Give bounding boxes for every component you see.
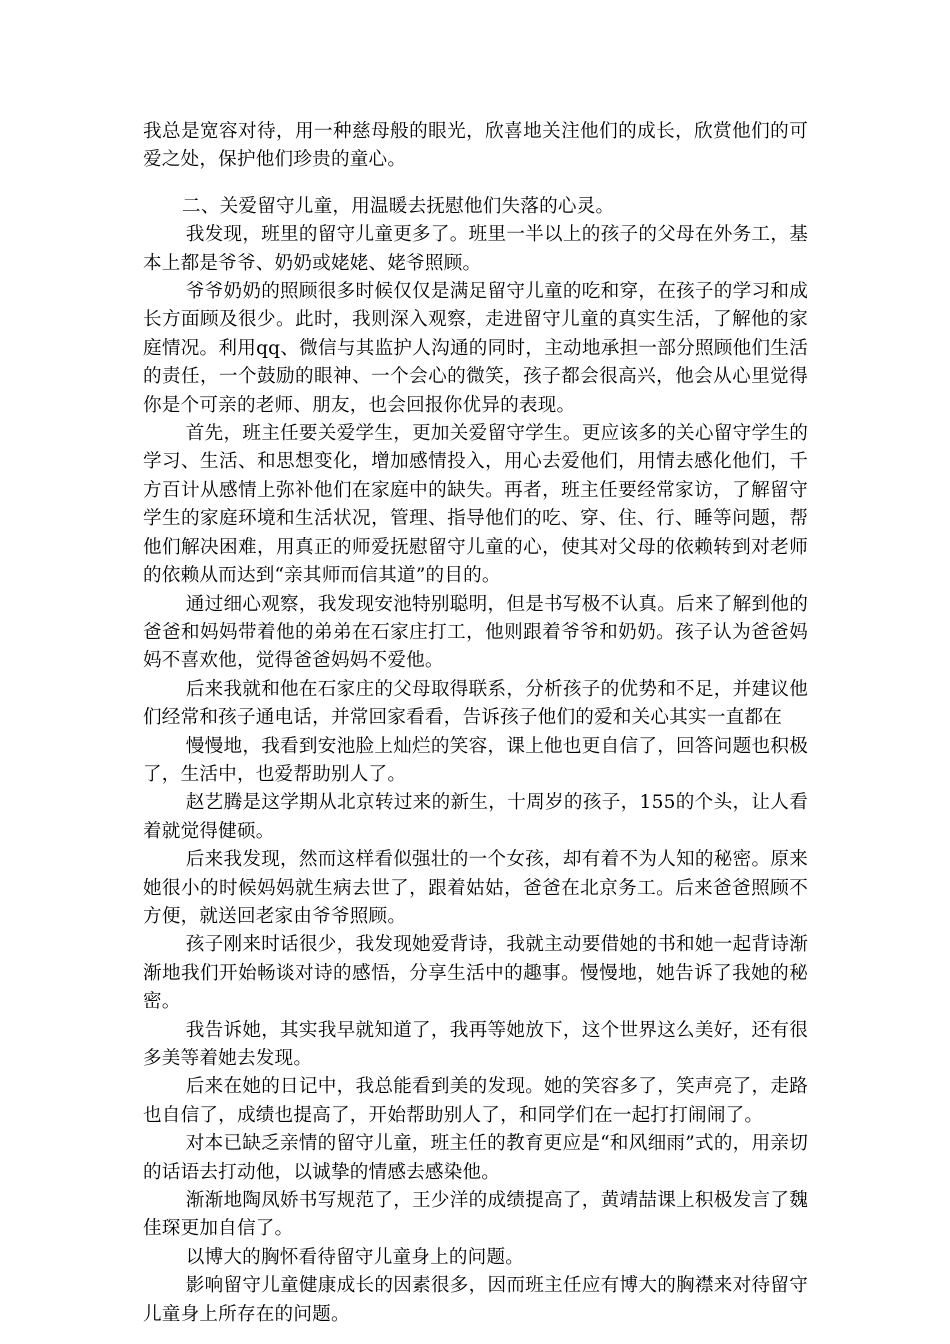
paragraph: 后来我发现，然而这样看似强壮的一个女孩，却有着不为人知的秘密。原来她很小的时候妈妈就生病去世了，跟着姑姑，爸爸在北京务工。后来爸爸照顾不方便，就送回老家由爷爷照顾。: [143, 849, 808, 927]
document-body: [143, 118, 808, 1329]
paragraph: 首先，班主任要关爱学生，更加关爱留守学生。更应该多的关心留守学生的学习、生活、和思想变化，增加感情投入，用心去爱他们，用情去感化他们，千方百计从感情上弥补他们在家庭中的缺失。再者，班主任要经常家访，了解留守学生的家庭环境和生活状况，管理、指导他们的吃、穿、住、行、睡等问题，帮他们解决困难，用真正的师爱抚慰留守儿童的心，使其对父母的依赖转到对老师的依赖从而达到“亲其师而信其道”的目的。: [143, 423, 808, 587]
paragraph-intro: 我总是宽容对待，用一种慈母般的眼光，欣喜地关注他们的成长，欣赏他们的可爱之处，保护他们珍贵的童心。: [143, 121, 808, 171]
paragraph: 影响留守儿童健康成长的因素很多，因而班主任应有博大的胸襟来对待留守儿童身上所存在的问题。: [143, 1275, 808, 1325]
paragraph: 我告诉她，其实我早就知道了，我再等她放下，这个世界这么美好，还有很多美等着她去发现。: [143, 1019, 808, 1069]
paragraph: 对本已缺乏亲情的留守儿童，班主任的教育更应是“和风细雨”式的，用亲切的话语去打动他，以诚挚的情感去感染他。: [143, 1133, 808, 1183]
paragraph: 渐渐地陶凤娇书写规范了，王少洋的成绩提高了，黄靖喆课上积极发言了魏佳琛更加自信了。: [143, 1190, 808, 1240]
paragraph: 爷爷奶奶的照顾很多时候仅仅是满足留守儿童的吃和穿，在孩子的学习和成长方面顾及很少。此时，我则深入观察，走进留守儿童的真实生活，了解他的家庭情况。利用qq、微信与其监护人沟通的同时，主动地承担一部分照顾他们生活的责任，一个鼓励的眼神、一个会心的微笑，孩子都会很高兴，他会从心里觉得你是个可亲的老师、朋友，也会回报你优异的表现。: [143, 281, 808, 416]
paragraph: 后来我就和他在石家庄的父母取得联系，分析孩子的优势和不足，并建议他们经常和孩子通电话，并常回家看看，告诉孩子他们的爱和关心其实一直都在: [143, 678, 808, 729]
paragraph: 后来在她的日记中，我总能看到美的发现。她的笑容多了，笑声亮了，走路也自信了，成绩也提高了，开始帮助别人了，和同学们在一起打打闹闹了。: [143, 1076, 808, 1126]
paragraph: 我发现，班里的留守儿童更多了。班里一半以上的孩子的父母在外务工，基本上都是爷爷、奶奶或姥姥、姥爷照顾。: [143, 224, 808, 274]
paragraph: 孩子刚来时话很少，我发现她爱背诗，我就主动要借她的书和她一起背诗渐渐地我们开始畅谈对诗的感悟，分享生活中的趣事。慢慢地，她告诉了我她的秘密。: [143, 934, 808, 1013]
paragraph: 通过细心观察，我发现安池特别聪明，但是书写极不认真。后来了解到他的爸爸和妈妈带着他的弟弟在石家庄打工，他则跟着爷爷和奶奶。孩子认为爸爸妈妈不喜欢他，觉得爸爸妈妈不爱他。: [143, 593, 808, 672]
paragraph: 赵艺腾是这学期从北京转过来的新生，十周岁的孩子，155的个头，让人看着就觉得健硕。: [143, 792, 808, 842]
section-heading: 二、关爱留守儿童，用温暖去抚慰他们失落的心灵。: [182, 195, 615, 217]
paragraph: 慢慢地，我看到安池脸上灿烂的笑容，课上他也更自信了，回答问题也积极了，生活中，也爱帮助别人了。: [143, 735, 808, 785]
paragraph: 以博大的胸怀看待留守儿童身上的问题。: [185, 1246, 525, 1268]
